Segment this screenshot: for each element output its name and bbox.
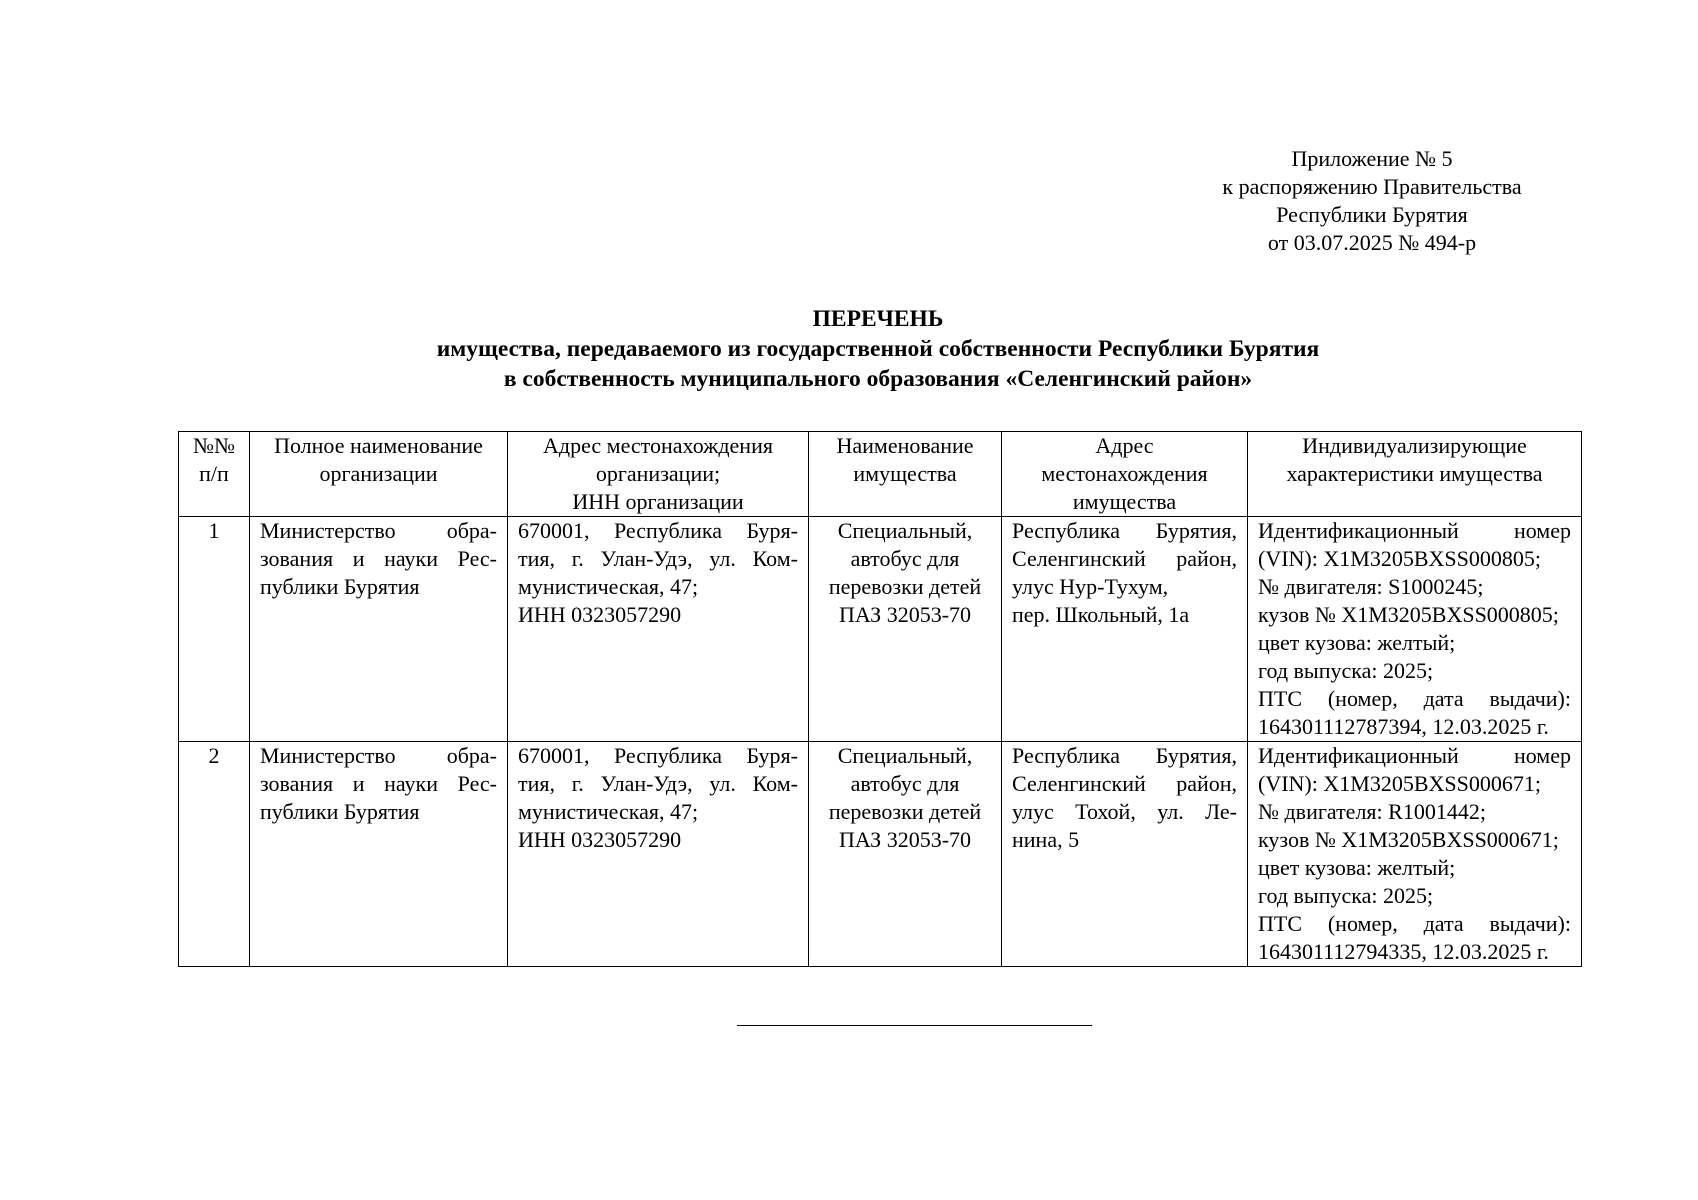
text-line: публики Бурятия [260, 574, 420, 599]
text-line [260, 517, 497, 545]
word: и [352, 546, 365, 571]
text-line [260, 545, 497, 573]
text-line [1012, 517, 1237, 545]
organization-address-cell [508, 517, 809, 742]
header-number: №№ п/п [179, 432, 250, 517]
text-line: улус Нур-Тухум, [1012, 574, 1169, 599]
color-line: цвет кузова: желтый; [1258, 855, 1456, 880]
word: (номер, [1327, 911, 1398, 936]
row-number: 2 [179, 742, 250, 967]
header-property-name: Наименование имущества [809, 432, 1002, 517]
word: Улан-Удэ, [600, 546, 693, 571]
title-line-2: имущества, передаваемого из государственной собственности Республики Бурятия [436, 336, 1320, 362]
text-line [1012, 545, 1237, 573]
title-heading: ПЕРЕЧЕНЬ [812, 306, 944, 332]
word: Рес- [457, 771, 497, 796]
table-row [179, 742, 1582, 967]
text-line: мунистическая, 47; [518, 574, 699, 599]
word: номер [1513, 518, 1571, 543]
header-organization-address: Адрес местонахождения организации; ИНН организации [508, 432, 809, 517]
word: Селенгинский [1012, 546, 1146, 571]
word: Министерство [260, 743, 396, 768]
text-line [518, 517, 798, 545]
inn-line: ИНН 0323057290 [518, 602, 682, 627]
body-line: кузов № X1M3205BXSS000671; [1258, 827, 1559, 852]
text-line [518, 770, 798, 798]
property-address-cell [1002, 517, 1248, 742]
property-address-cell [1002, 742, 1248, 967]
word: Буря- [746, 518, 798, 543]
word: науки [384, 546, 439, 571]
text-line: мунистическая, 47; [518, 799, 699, 824]
engine-line: № двигателя: R1001442; [1258, 799, 1486, 824]
text-line [518, 545, 798, 573]
word: обра- [446, 518, 497, 543]
word: Республика [1012, 518, 1121, 543]
text-line [1012, 742, 1237, 770]
word: Улан-Удэ, [600, 771, 693, 796]
word: Республика [613, 518, 722, 543]
word: г. [571, 771, 584, 796]
word: (номер, [1327, 686, 1398, 711]
word: обра- [446, 743, 497, 768]
word: Ком- [752, 546, 798, 571]
appendix-block [1207, 145, 1537, 257]
word: выдачи): [1489, 911, 1571, 936]
word: тия, [518, 546, 556, 571]
word: ул. [709, 771, 736, 796]
property-name-cell: Специальный, автобус для перевозки детей ПАЗ 32053-70 [809, 517, 1002, 742]
table-header-row [179, 432, 1582, 517]
word: Рес- [457, 546, 497, 571]
word: ул. [1157, 799, 1184, 824]
word: 670001, [518, 743, 590, 768]
end-divider-line [737, 1025, 1092, 1026]
word: зования [260, 771, 334, 796]
word: ПТС [1258, 686, 1302, 711]
text-line [1012, 770, 1237, 798]
text-line: пер. Школьный, 1а [1012, 602, 1190, 627]
word: Тохой, [1075, 799, 1136, 824]
property-table [178, 431, 1582, 967]
characteristics-cell [1248, 517, 1582, 742]
vin-line: (VIN): X1M3205BXSS000805; [1258, 546, 1541, 571]
word: и [352, 771, 365, 796]
header-property-address: Адрес местонахождения имущества [1002, 432, 1248, 517]
title-line-3: в собственность муниципального образования «Селенгинский район» [503, 366, 1253, 392]
text-line: нина, 5 [1012, 827, 1080, 852]
text-line [1258, 910, 1571, 938]
word: науки [384, 771, 439, 796]
word: ул. [709, 546, 736, 571]
word: г. [571, 546, 584, 571]
text-line [1012, 798, 1237, 826]
organization-cell [250, 742, 508, 967]
year-line: год выпуска: 2025; [1258, 658, 1434, 683]
word: Буря- [746, 743, 798, 768]
word: Идентификационный [1258, 518, 1459, 543]
pts-line: 164301112794335, 12.03.2025 г. [1258, 939, 1549, 964]
color-line: цвет кузова: желтый; [1258, 630, 1456, 655]
characteristics-cell [1248, 742, 1582, 967]
row-number: 1 [179, 517, 250, 742]
word: зования [260, 546, 334, 571]
text-line [1258, 742, 1571, 770]
word: выдачи): [1489, 686, 1571, 711]
year-line: год выпуска: 2025; [1258, 883, 1434, 908]
text-line [260, 770, 497, 798]
word: улус [1012, 799, 1054, 824]
word: район, [1176, 771, 1237, 796]
word: дата [1423, 911, 1464, 936]
word: Республика [613, 743, 722, 768]
appendix-number: Приложение № 5 [1291, 146, 1453, 171]
word: дата [1423, 686, 1464, 711]
word: ПТС [1258, 911, 1302, 936]
text-line: публики Бурятия [260, 799, 420, 824]
word: Селенгинский [1012, 771, 1146, 796]
organization-address-cell [508, 742, 809, 967]
organization-cell [250, 517, 508, 742]
engine-line: № двигателя: S1000245; [1258, 574, 1484, 599]
inn-line: ИНН 0323057290 [518, 827, 682, 852]
text-line [260, 742, 497, 770]
body-line: кузов № X1M3205BXSS000805; [1258, 602, 1559, 627]
vin-line: (VIN): X1M3205BXSS000671; [1258, 771, 1541, 796]
word: 670001, [518, 518, 590, 543]
document-title [178, 304, 1578, 394]
appendix-republic: Республики Бурятия [1276, 202, 1468, 227]
word: номер [1513, 743, 1571, 768]
appendix-date: от 03.07.2025 № 494-р [1267, 230, 1477, 255]
text-line [1258, 685, 1571, 713]
word: тия, [518, 771, 556, 796]
word: Ле- [1205, 799, 1237, 824]
header-organization: Полное наименование организации [250, 432, 508, 517]
header-characteristics: Индивидуализирующие характеристики имущества [1248, 432, 1582, 517]
word: Министерство [260, 518, 396, 543]
word: Бурятия, [1155, 518, 1237, 543]
word: Бурятия, [1155, 743, 1237, 768]
property-name-cell: Специальный, автобус для перевозки детей ПАЗ 32053-70 [809, 742, 1002, 967]
appendix-reference: к распоряжению Правительства [1222, 174, 1522, 199]
word: Ком- [752, 771, 798, 796]
table-row [179, 517, 1582, 742]
word: Идентификационный [1258, 743, 1459, 768]
text-line [1258, 517, 1571, 545]
word: район, [1176, 546, 1237, 571]
text-line [518, 742, 798, 770]
word: Республика [1012, 743, 1121, 768]
pts-line: 164301112787394, 12.03.2025 г. [1258, 714, 1549, 739]
